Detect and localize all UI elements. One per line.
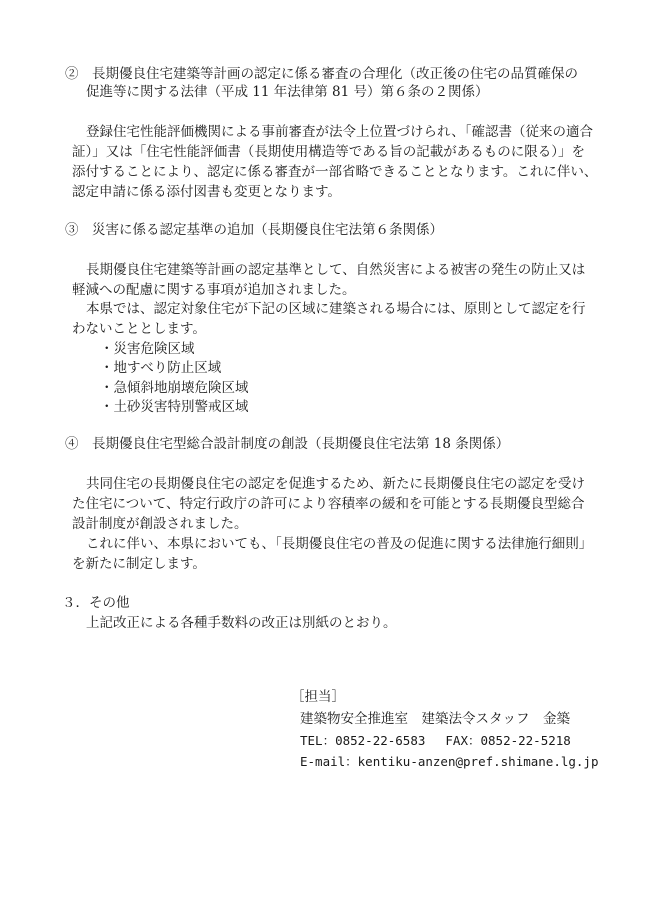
bullet-item: ・災害危険区域 [100, 341, 195, 357]
contact-email: E-mail：kentiku-anzen@pref.shimane.lg.jp [300, 754, 599, 769]
section-3-body-line: 長期優良住宅建築等計画の認定基準として、自然災害による被害の発生の防止又は [86, 262, 586, 278]
section-4-body-line: 設計制度が創設されました。 [72, 516, 248, 532]
section-4-body-line: これに伴い、本県においても、「長期優良住宅の普及の促進に関する法律施行細則」 [86, 536, 593, 552]
section-2-body-line: 証）」又は「住宅性能評価書（長期使用構造等である旨の記載があるものに限る）」を [72, 144, 585, 160]
other-heading: ３．その他 [62, 595, 130, 611]
section-3-body-line: 軽減への配慮に関する事項が追加されました。 [72, 282, 356, 298]
section-3-heading: ③ 災害に係る認定基準の追加（長期優良住宅法第６条関係） [65, 222, 443, 238]
bullet-item: ・急傾斜地崩壊危険区域 [100, 380, 249, 396]
contact-phone-fax: TEL：0852-22-6583 FAX：0852-22-5218 [300, 733, 571, 748]
section-2-heading-cont: 促進等に関する法律（平成 11 年法律第 81 号）第６条の２関係） [86, 84, 489, 100]
contact-department: 建築物安全推進室 建築法令スタッフ 金築 [300, 711, 570, 727]
other-body: 上記改正による各種手数料の改正は別紙のとおり。 [86, 615, 397, 631]
bullet-item: ・土砂災害特別警戒区域 [100, 399, 249, 415]
section-2-heading: ② 長期優良住宅建築等計画の認定に係る審査の合理化（改正後の住宅の品質確保の [65, 66, 578, 82]
section-2-body-line: 添付することにより、認定に係る審査が一部省略できることとなります。これに伴い、 [72, 164, 598, 180]
contact-label: ［担当］ [291, 689, 345, 705]
section-2-body-line: 登録住宅性能評価機関による事前審査が法令上位置づけられ、「確認書（従来の適合 [86, 124, 594, 140]
section-4-body-line: 共同住宅の長期優良住宅の認定を促進するため、新たに長期優良住宅の認定を受け [86, 476, 585, 492]
section-4-body-line: た住宅について、特定行政庁の許可により容積率の緩和を可能とする長期優良型総合 [72, 496, 585, 512]
section-4-body-line: を新たに制定します。 [72, 556, 206, 572]
section-2-body-line: 認定申請に係る添付図書も変更となります。 [72, 184, 341, 200]
bullet-item: ・地すべり防止区域 [100, 360, 222, 376]
section-4-heading: ④ 長期優良住宅型総合設計制度の創設（長期優良住宅法第 18 条関係） [65, 436, 510, 452]
section-3-body-line: 本県では、認定対象住宅が下記の区域に建築される場合には、原則として認定を行 [86, 301, 586, 317]
section-3-body-line: わないこととします。 [72, 321, 206, 337]
